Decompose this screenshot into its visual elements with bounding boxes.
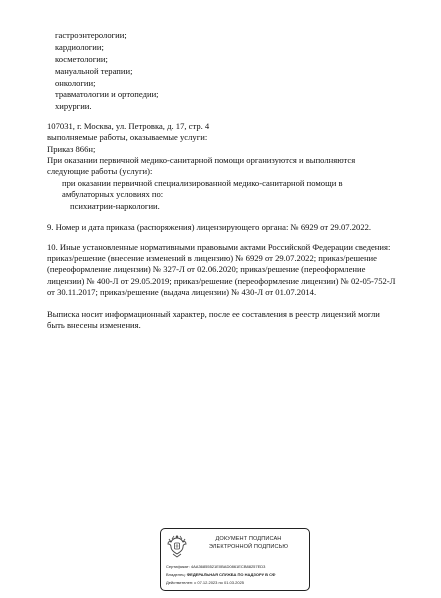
works-heading: выполняемые работы, оказываемые услуги: — [47, 132, 208, 142]
list-item: косметологии; — [55, 54, 108, 64]
list-item: кардиологии; — [55, 42, 104, 52]
list-item: гастроэнтерологии; — [55, 30, 127, 40]
validity-value: с 07.12.2023 по 01.03.2025 — [194, 580, 245, 585]
item-9: 9. Номер и дата приказа (распоряжения) лицензирующего органа: № 6929 от 29.07.2022. — [47, 222, 372, 232]
signature-validity — [166, 580, 244, 585]
disclaimer: Выписка носит информационный характер, после ее составления в реестр лицензий могли быть внесены изменения. — [47, 309, 380, 331]
order-reference: Приказ 866н; — [47, 144, 96, 154]
signature-certificate — [166, 564, 265, 569]
signature-title-line1: ДОКУМЕНТ ПОДПИСАН — [215, 536, 282, 542]
certificate-label: Сертификат: — [166, 564, 190, 569]
owner-value: ФЕДЕРАЛЬНАЯ СЛУЖБА ПО НАДЗОРУ В СФ — [186, 572, 276, 577]
item-10: 10. Иные установленные нормативными правовыми актами Российской Федерации сведения: приказ/решение (внесение изменений в лицензию) № 6929 от 29.07.2022; приказ/решение (переоформление лицензии) № 327-Л от 02.06.2020; приказ/решение (переоформление лицензии) № 400-Л от 29.05.2019; приказ/решение (переоформление лицензии) № 02-05-752-Л от 30.11.2017; приказ/решение (выдача лицензии) № 430-Л от 01.07.2014. — [47, 242, 396, 297]
owner-label: Владелец: — [166, 572, 186, 577]
list-item: онкологии; — [55, 78, 96, 88]
address: 107031, г. Москва, ул. Петровка, д. 17, стр. 4 — [47, 121, 210, 131]
coat-of-arms-icon — [166, 533, 188, 559]
list-item: мануальной терапии; — [55, 66, 133, 76]
list-item: травматологии и ортопедии; — [55, 89, 159, 99]
primary-care-intro: При оказании первичной медико-санитарной помощи организуются и выполняются следующие работы (услуги): — [47, 155, 356, 177]
signature-owner — [166, 572, 275, 577]
specialty: психиатрии-наркологии. — [70, 201, 160, 211]
specialized-care: при оказании первичной специализированной медико-санитарной помощи в амбулаторных условиях по: — [62, 178, 343, 200]
electronic-signature-stamp — [160, 528, 310, 591]
validity-label: Действителен: — [166, 580, 194, 585]
certificate-value: 4AA36855521E0BAD0861ECB88257ED3 — [190, 564, 266, 569]
signature-title-line2: ЭЛЕКТРОННОЙ ПОДПИСЬЮ — [208, 544, 289, 550]
list-item: хирургии. — [55, 101, 92, 111]
